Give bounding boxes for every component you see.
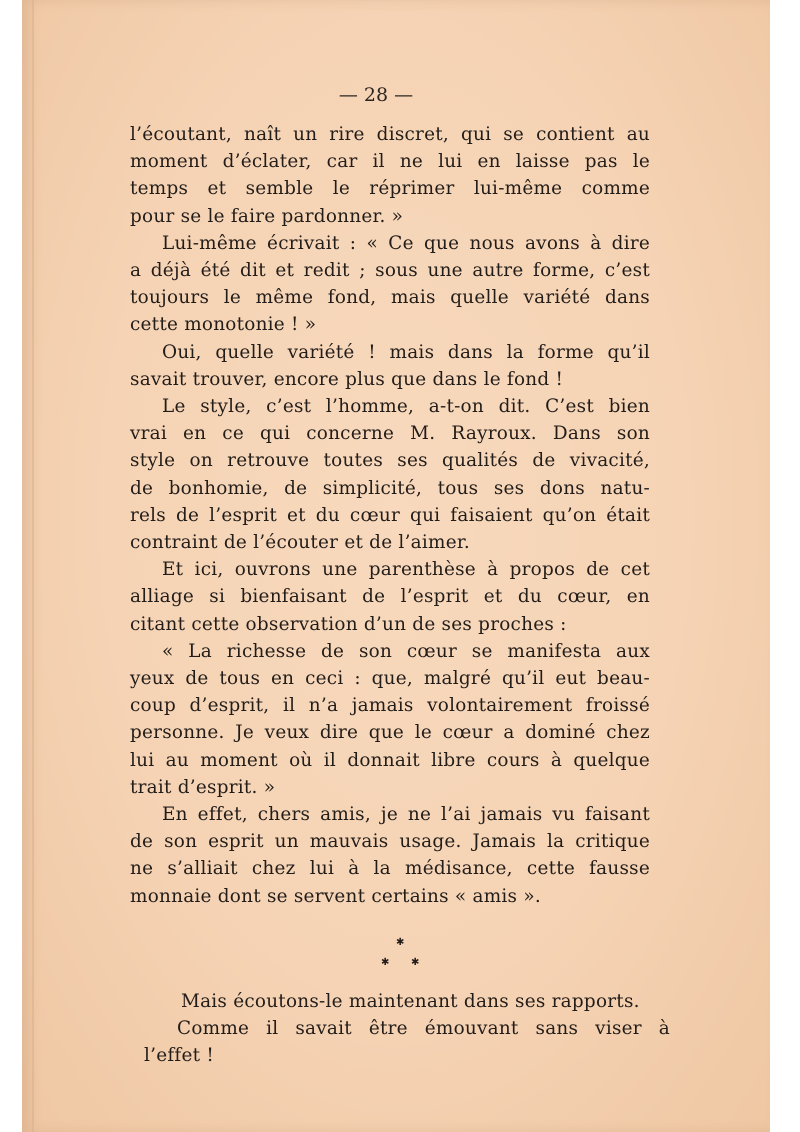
asterism-star: ✱ bbox=[411, 957, 420, 968]
closing-text bbox=[145, 988, 670, 1070]
text-line: l’écoutant, naît un rire discret, qui se contient au bbox=[130, 124, 650, 145]
page-number: — 28 — bbox=[338, 84, 414, 106]
text-line: Comme il savait être émouvant sans viser à bbox=[177, 1018, 670, 1040]
text-line: savait trouver, encore plus que dans le fond ! bbox=[130, 368, 564, 390]
text-line: l’effet ! bbox=[144, 1045, 214, 1067]
text-line: moment d’éclater, car il ne lui en laisse pas le bbox=[130, 151, 650, 173]
text-line: de son esprit un mauvais usage. Jamais la critique bbox=[130, 831, 650, 853]
text-line: trait d’esprit. » bbox=[130, 776, 276, 798]
text-line: coup d’esprit, il n’a jamais volontairement froissé bbox=[130, 695, 650, 717]
text-line: a déjà été dit et redit ; sous une autre forme, c’est bbox=[130, 260, 650, 282]
body-text bbox=[130, 121, 650, 910]
text-line: de bonhomie, de simplicité, tous ses dons natu- bbox=[130, 477, 650, 499]
text-line: vrai en ce qui concerne M. Rayroux. Dans son bbox=[130, 423, 650, 445]
text-line: Et ici, ouvrons une parenthèse à propos de cet bbox=[162, 559, 650, 581]
text-line: Lui-même écrivait : « Ce que nous avons à dire bbox=[162, 232, 650, 254]
text-line: toujours le même fond, mais quelle variété dans bbox=[130, 287, 650, 309]
text-line: lui au moment où il donnait libre cours à quelque bbox=[130, 749, 650, 771]
text-line: Le style, c’est l’homme, a-t-on dit. C’est bien bbox=[162, 396, 650, 418]
text-line: alliage si bienfaisant de l’esprit et du cœur, en bbox=[130, 586, 650, 608]
text-line: pour se le faire pardonner. » bbox=[130, 205, 404, 227]
text-line: contraint de l’écouter et de l’aimer. bbox=[130, 532, 470, 554]
text-line: En effet, chers amis, je ne l’ai jamais vu faisant bbox=[162, 804, 650, 826]
asterism-star: ✱ bbox=[396, 937, 405, 948]
text-line: « La richesse de son cœur se manifesta aux bbox=[162, 640, 650, 662]
text-line: Oui, quelle variété ! mais dans la forme qu’il bbox=[162, 341, 650, 363]
text-line: cette monotonie ! » bbox=[130, 314, 317, 336]
text-line: yeux de tous en ceci : que, malgré qu’il eut beau- bbox=[130, 668, 650, 690]
text-line: monnaie dont se servent certains « amis ». bbox=[130, 885, 541, 907]
asterism-star: ✱ bbox=[381, 957, 390, 968]
asterism-ornament bbox=[370, 938, 430, 972]
text-line: ne s’alliait chez lui à la médisance, cette fausse bbox=[130, 858, 650, 880]
text-line: Mais écoutons-le maintenant dans ses rapports. bbox=[181, 991, 640, 1012]
paper-binding-edge bbox=[32, 0, 34, 1132]
text-line: rels de l’esprit et du cœur qui faisaient qu’on était bbox=[130, 504, 650, 526]
text-line: style on retrouve toutes ses qualités de vivacité, bbox=[130, 450, 650, 472]
text-line: personne. Je veux dire que le cœur a dominé chez bbox=[130, 722, 650, 744]
text-line: citant cette observation d’un de ses proches : bbox=[130, 613, 567, 635]
text-line: temps et semble le réprimer lui-même comme bbox=[130, 178, 650, 200]
